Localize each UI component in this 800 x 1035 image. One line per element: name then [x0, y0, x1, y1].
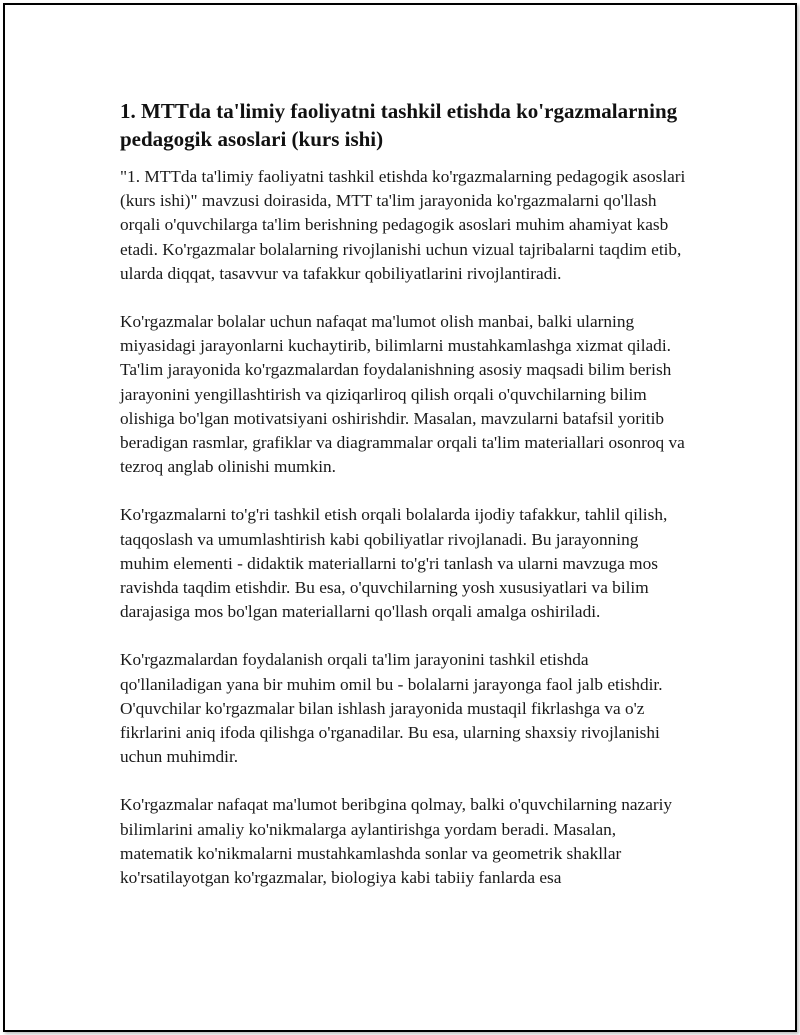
document-page	[3, 3, 797, 1032]
paragraph-2: Ko'rgazmalar bolalar uchun nafaqat ma'lumot olish manbai, balki ularning miyasidagi jarayonlarni kuchaytirib, bilimlarni mustahkamlashga xizmat qiladi. Ta'lim jarayonida ko'rgazmalardan foydalanishning asosiy maqsadi bilim berish jarayonini yengillashtirish va qiziqarliroq qilish orqali o'quvchilarning bilim olishiga bo'lgan motivatsiyani oshirishdir. Masalan, mavzularni batafsil yoritib beradigan rasmlar, grafiklar va diagrammalar orqali ta'lim materiallari osonroq va tezroq anglab olinishi mumkin.	[120, 312, 685, 477]
document-title: 1. MTTda ta'limiy faoliyatni tashkil etishda ko'rgazmalarning pedagogik asoslari (kurs ishi)	[120, 99, 678, 151]
paragraph-3: Ko'rgazmalarni to'g'ri tashkil etish orqali bolalarda ijodiy tafakkur, tahlil qilish, taqqoslash va umumlashtirish kabi qobiliyatlar rivojlanadi. Bu jarayonning muhim elementi - didaktik materiallarni to'g'ri tanlash va ularni mavzuga mos ravishda taqdim etishdir. Bu esa, o'quvchilarning yosh xususiyatlari va bilim darajasiga mos bo'lgan materiallarni qo'llash orqali amalga oshiriladi.	[120, 505, 668, 622]
paragraph-4: Ko'rgazmalardan foydalanish orqali ta'lim jarayonini tashkil etishda qo'llaniladigan yana bir muhim omil bu - bolalarni jarayonga faol jalb etishdir. O'quvchilar ko'rgazmalar bilan ishlash jarayonida mustaqil fikrlashga va o'z fikrlarini aniq ifoda qilishga o'rganadilar. Bu esa, ularning shaxsiy rivojlanishi uchun muhimdir.	[120, 650, 663, 767]
document-body	[120, 97, 690, 914]
paragraph-1: "1. MTTda ta'limiy faoliyatni tashkil etishda ko'rgazmalarning pedagogik asoslari (kurs ishi)" mavzusi doirasida, MTT ta'lim jarayonida ko'rgazmalarni qo'llash orqali o'quvchilarga ta'lim berishning pedagogik asoslari muhim ahamiyat kasb etadi. Ko'rgazmalar bolalarning rivojlanishi uchun vizual tajribalarni taqdim etib, ularda diqqat, tasavvur va tafakkur qobiliyatlarini rivojlantiradi.	[120, 167, 686, 283]
paragraph-5: Ko'rgazmalar nafaqat ma'lumot beribgina qolmay, balki o'quvchilarning nazariy bilimlarini amaliy ko'nikmalarga aylantirishga yordam beradi. Masalan, matematik ko'nikmalarni mustahkamlashda sonlar va geometrik shakllar ko'rsatilayotgan ko'rgazmalar, biologiya kabi tabiiy fanlarda esa	[120, 795, 673, 888]
